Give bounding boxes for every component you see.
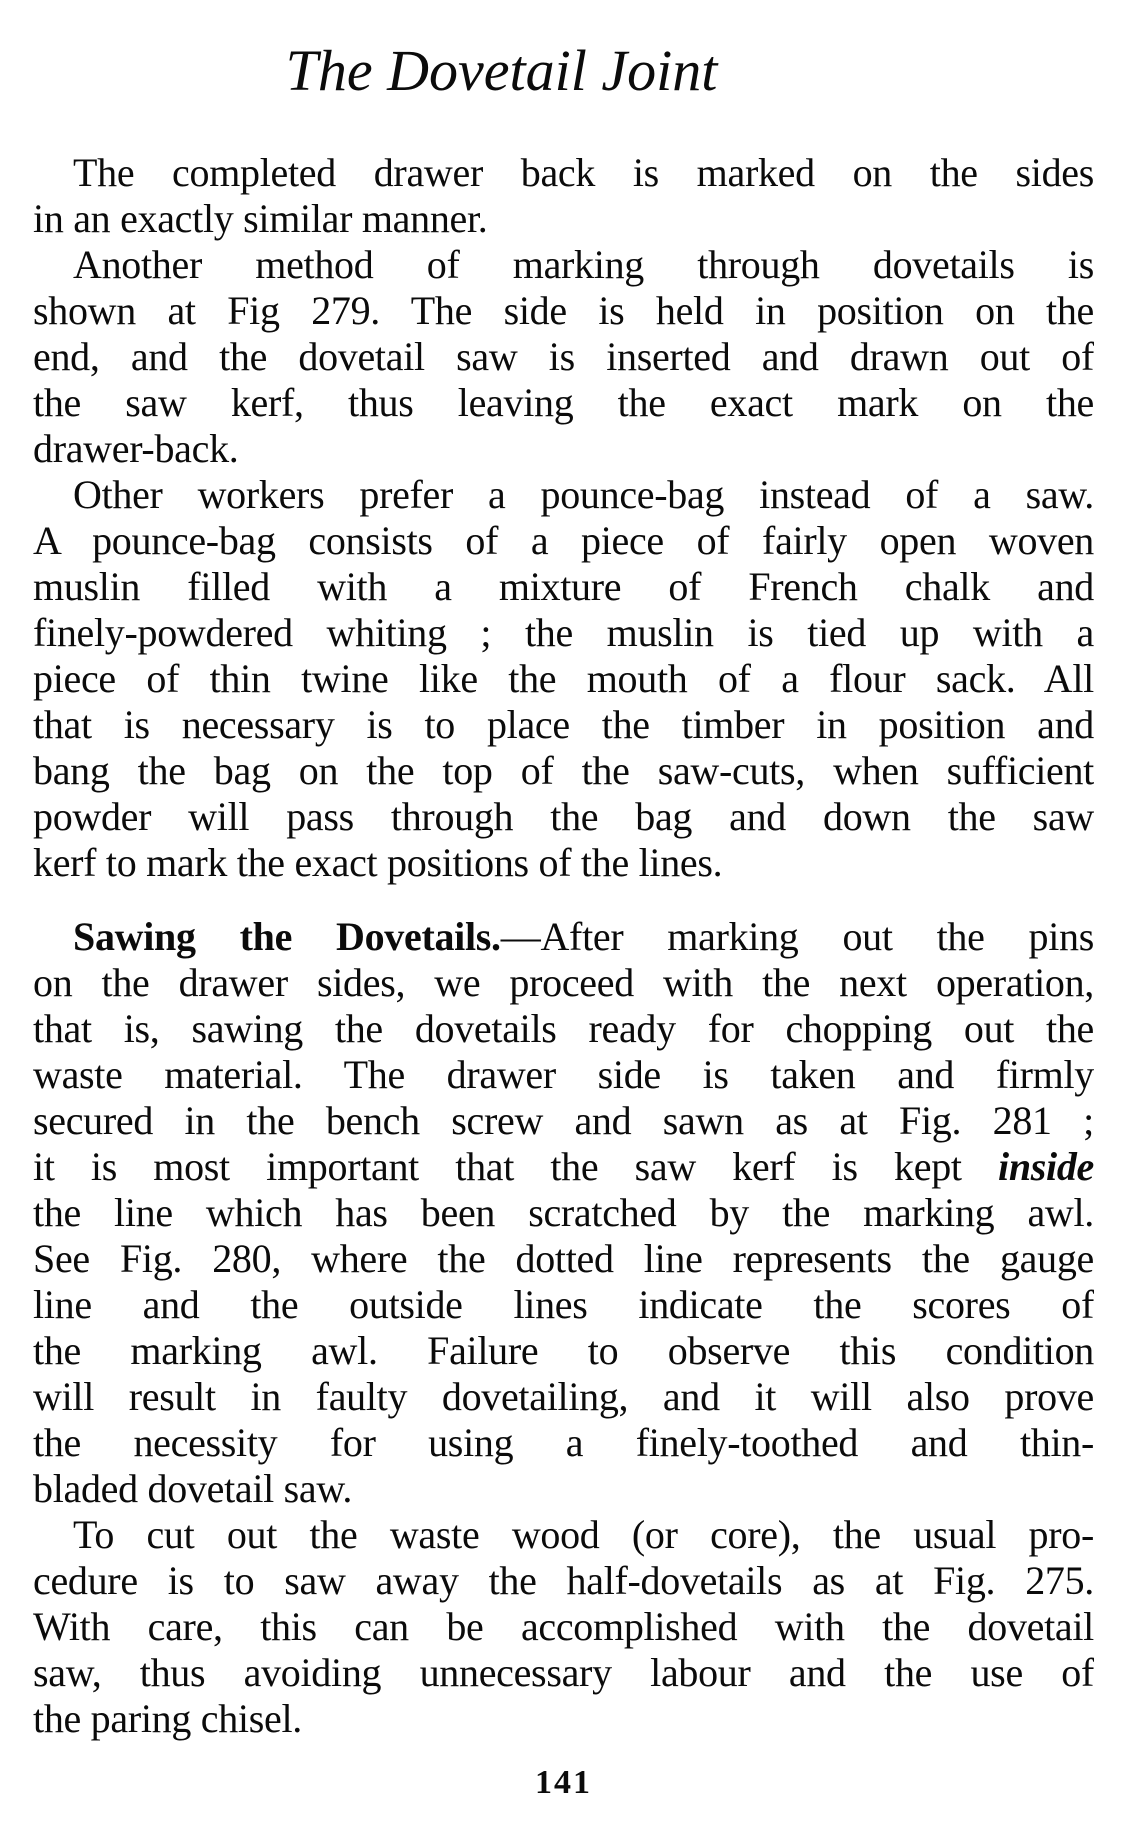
text-segment: Another method of marking through dovetails is bbox=[73, 242, 1094, 287]
text-segment: shown at Fig 279. The side is held in position on the bbox=[33, 288, 1094, 333]
text-line bbox=[33, 150, 1094, 196]
text-segment: that is necessary is to place the timber in position and bbox=[33, 702, 1094, 747]
text-line bbox=[33, 794, 1094, 840]
text-segment: The completed drawer back is marked on the sides bbox=[73, 150, 1094, 195]
text-line bbox=[33, 1006, 1094, 1052]
text-segment: With care, this can be accomplished with the dovetail bbox=[33, 1604, 1094, 1649]
text-line bbox=[33, 1052, 1094, 1098]
text-line bbox=[33, 1144, 1094, 1190]
text-segment: See Fig. 280, where the dotted line represents the gauge bbox=[33, 1236, 1094, 1281]
text-segment: Other workers prefer a pounce-bag instead of a saw. bbox=[73, 472, 1094, 517]
text-segment: the line which has been scratched by the marking awl. bbox=[33, 1190, 1094, 1235]
paragraph bbox=[33, 472, 1094, 886]
text-line bbox=[33, 914, 1094, 960]
text-segment: end, and the dovetail saw is inserted and drawn out of bbox=[33, 334, 1094, 379]
text-segment: the marking awl. Failure to observe this condition bbox=[33, 1328, 1094, 1373]
text-line bbox=[33, 1282, 1094, 1328]
text-line bbox=[33, 242, 1094, 288]
page-body bbox=[33, 150, 1094, 1742]
text-segment: that is, sawing the dovetails ready for chopping out the bbox=[33, 1006, 1094, 1051]
text-segment: —After marking out the pins bbox=[500, 914, 1094, 959]
text-segment: To cut out the waste wood (or core), the usual pro- bbox=[73, 1512, 1094, 1557]
text-line bbox=[33, 1604, 1094, 1650]
paragraph bbox=[33, 1512, 1094, 1742]
text-segment: kerf to mark the exact positions of the lines. bbox=[33, 840, 723, 885]
text-segment: waste material. The drawer side is taken and firmly bbox=[33, 1052, 1094, 1097]
section-heading-text: Sawing the Dovetails. bbox=[73, 914, 501, 959]
text-line bbox=[33, 288, 1094, 334]
text-segment: powder will pass through the bag and down the saw bbox=[33, 794, 1094, 839]
text-line bbox=[33, 196, 1094, 242]
text-line bbox=[33, 1190, 1094, 1236]
text-line bbox=[33, 426, 1094, 472]
text-line bbox=[33, 1098, 1094, 1144]
text-segment: drawer-back. bbox=[33, 426, 239, 471]
text-segment: saw, thus avoiding unnecessary labour and the use of bbox=[33, 1650, 1094, 1695]
text-segment: cedure is to saw away the half-dovetails as at Fig. 275. bbox=[33, 1558, 1094, 1603]
text-segment: secured in the bench screw and sawn as at Fig. 281 ; bbox=[33, 1098, 1094, 1143]
text-segment: muslin filled with a mixture of French chalk and bbox=[33, 564, 1094, 609]
text-line bbox=[33, 1650, 1094, 1696]
text-line bbox=[33, 840, 1094, 886]
text-line bbox=[33, 1512, 1094, 1558]
text-line bbox=[33, 960, 1094, 1006]
text-line bbox=[33, 1466, 1094, 1512]
text-segment: will result in faulty dovetailing, and it will also prove bbox=[33, 1374, 1094, 1419]
text-line bbox=[33, 1420, 1094, 1466]
text-segment: the saw kerf, thus leaving the exact mark on the bbox=[33, 380, 1094, 425]
text-line bbox=[33, 1328, 1094, 1374]
text-segment: the paring chisel. bbox=[33, 1696, 302, 1741]
text-line bbox=[33, 656, 1094, 702]
text-line bbox=[33, 1696, 1094, 1742]
text-segment: finely-powdered whiting ; the muslin is tied up with a bbox=[33, 610, 1094, 655]
text-segment: in an exactly similar manner. bbox=[33, 196, 488, 241]
text-segment: A pounce-bag consists of a piece of fairly open woven bbox=[33, 518, 1094, 563]
text-segment: piece of thin twine like the mouth of a flour sack. All bbox=[33, 656, 1094, 701]
text-line bbox=[33, 748, 1094, 794]
text-segment: on the drawer sides, we proceed with the next operation, bbox=[33, 960, 1094, 1005]
text-line bbox=[33, 1374, 1094, 1420]
paragraph bbox=[33, 914, 1094, 1512]
text-line bbox=[33, 610, 1094, 656]
text-segment: the necessity for using a finely-toothed and thin- bbox=[33, 1420, 1094, 1465]
text-line bbox=[33, 380, 1094, 426]
emphasized-text: inside bbox=[998, 1144, 1094, 1189]
text-line bbox=[33, 702, 1094, 748]
text-line bbox=[33, 334, 1094, 380]
text-segment: bladed dovetail saw. bbox=[33, 1466, 353, 1511]
text-line bbox=[33, 564, 1094, 610]
paragraph bbox=[33, 150, 1094, 242]
text-line bbox=[33, 472, 1094, 518]
page-number: 141 bbox=[535, 1764, 592, 1801]
text-line bbox=[33, 518, 1094, 564]
text-segment: line and the outside lines indicate the scores of bbox=[33, 1282, 1094, 1327]
text-segment: bang the bag on the top of the saw-cuts, when sufficient bbox=[33, 748, 1094, 793]
text-segment: it is most important that the saw kerf is kept bbox=[33, 1144, 998, 1189]
page-title: The Dovetail Joint bbox=[285, 38, 718, 103]
paragraph bbox=[33, 242, 1094, 472]
text-line bbox=[33, 1236, 1094, 1282]
text-line bbox=[33, 1558, 1094, 1604]
